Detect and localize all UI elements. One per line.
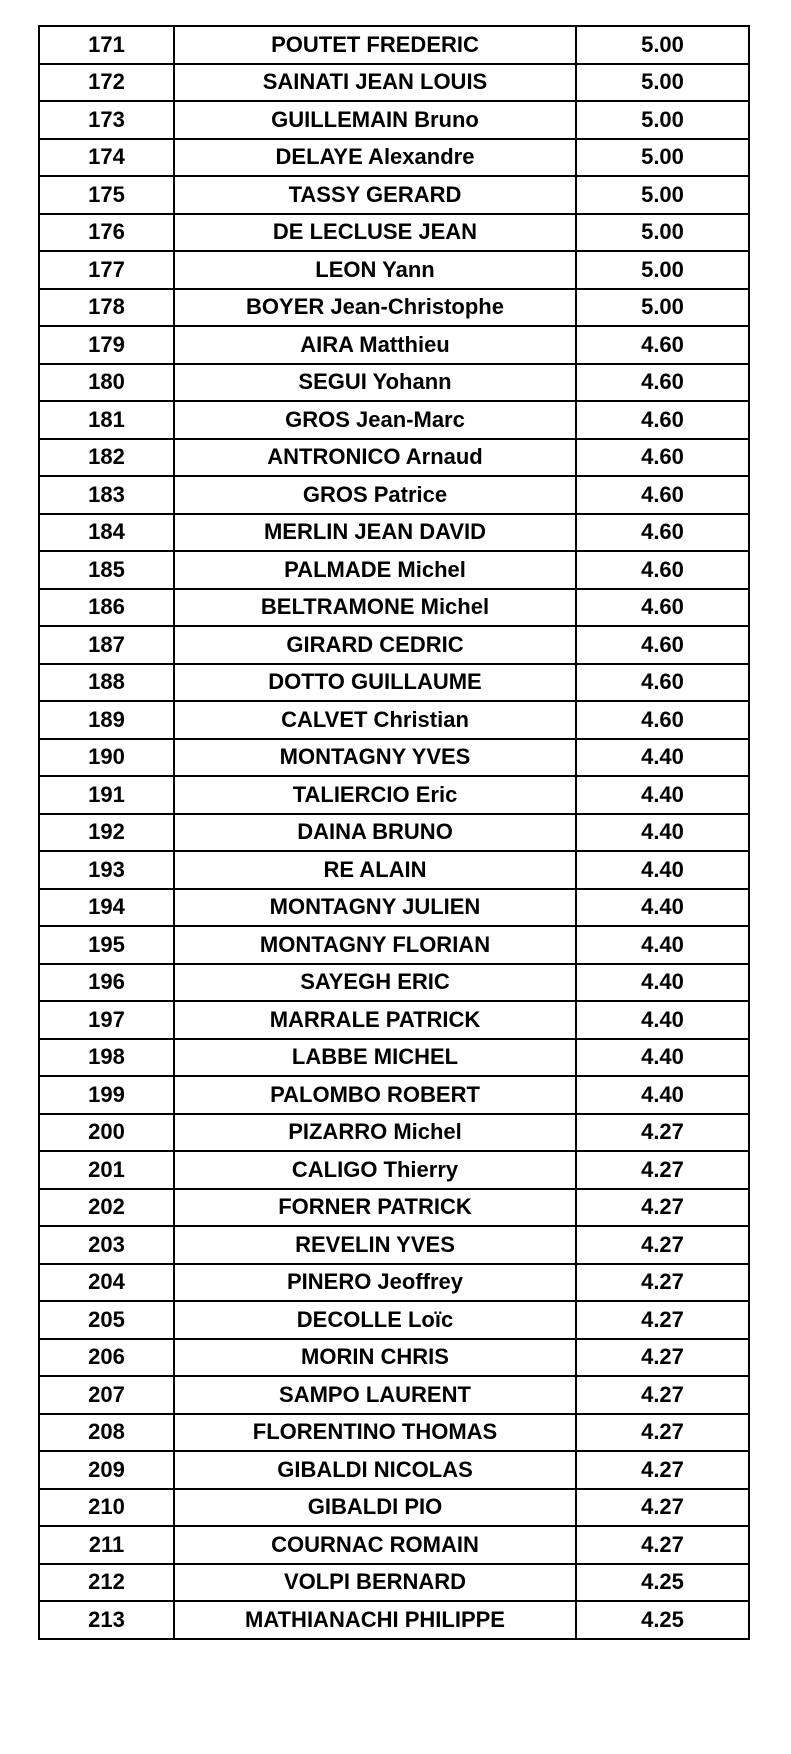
rank-cell: 181 (39, 401, 174, 439)
rank-cell: 197 (39, 1001, 174, 1039)
score-cell: 4.25 (576, 1564, 749, 1602)
name-cell: BELTRAMONE Michel (174, 589, 576, 627)
rank-cell: 188 (39, 664, 174, 702)
score-cell: 4.60 (576, 364, 749, 402)
rank-cell: 208 (39, 1414, 174, 1452)
rank-cell: 206 (39, 1339, 174, 1377)
table-row (39, 1189, 749, 1227)
score-cell: 4.60 (576, 701, 749, 739)
score-cell: 4.27 (576, 1114, 749, 1152)
table-row (39, 626, 749, 664)
ranking-table-body (39, 26, 749, 1639)
rank-cell: 176 (39, 214, 174, 252)
name-cell: MORIN CHRIS (174, 1339, 576, 1377)
score-cell: 4.60 (576, 476, 749, 514)
rank-cell: 194 (39, 889, 174, 927)
rank-cell: 210 (39, 1489, 174, 1527)
name-cell: MONTAGNY JULIEN (174, 889, 576, 927)
table-row (39, 851, 749, 889)
score-cell: 4.40 (576, 814, 749, 852)
name-cell: MONTAGNY FLORIAN (174, 926, 576, 964)
name-cell: PIZARRO Michel (174, 1114, 576, 1152)
score-cell: 5.00 (576, 64, 749, 102)
score-cell: 4.27 (576, 1226, 749, 1264)
ranking-sheet (38, 25, 748, 1640)
name-cell: PALMADE Michel (174, 551, 576, 589)
rank-cell: 191 (39, 776, 174, 814)
name-cell: SAINATI JEAN LOUIS (174, 64, 576, 102)
rank-cell: 199 (39, 1076, 174, 1114)
table-row (39, 401, 749, 439)
table-row (39, 1151, 749, 1189)
rank-cell: 195 (39, 926, 174, 964)
name-cell: TALIERCIO Eric (174, 776, 576, 814)
score-cell: 4.27 (576, 1301, 749, 1339)
score-cell: 4.60 (576, 514, 749, 552)
table-row (39, 64, 749, 102)
score-cell: 4.25 (576, 1601, 749, 1639)
name-cell: DOTTO GUILLAUME (174, 664, 576, 702)
rank-cell: 171 (39, 26, 174, 64)
name-cell: PALOMBO ROBERT (174, 1076, 576, 1114)
rank-cell: 207 (39, 1376, 174, 1414)
table-row (39, 1264, 749, 1302)
table-row (39, 1526, 749, 1564)
score-cell: 4.27 (576, 1451, 749, 1489)
score-cell: 4.27 (576, 1151, 749, 1189)
score-cell: 4.60 (576, 439, 749, 477)
score-cell: 5.00 (576, 176, 749, 214)
name-cell: GIBALDI NICOLAS (174, 1451, 576, 1489)
rank-cell: 183 (39, 476, 174, 514)
rank-cell: 196 (39, 964, 174, 1002)
name-cell: MARRALE PATRICK (174, 1001, 576, 1039)
name-cell: MERLIN JEAN DAVID (174, 514, 576, 552)
table-row (39, 1076, 749, 1114)
score-cell: 4.40 (576, 964, 749, 1002)
score-cell: 4.27 (576, 1264, 749, 1302)
table-row (39, 1114, 749, 1152)
table-row (39, 701, 749, 739)
score-cell: 4.40 (576, 1001, 749, 1039)
score-cell: 4.40 (576, 889, 749, 927)
name-cell: GROS Patrice (174, 476, 576, 514)
rank-cell: 209 (39, 1451, 174, 1489)
table-row (39, 176, 749, 214)
table-row (39, 1601, 749, 1639)
rank-cell: 212 (39, 1564, 174, 1602)
table-row (39, 364, 749, 402)
table-row (39, 139, 749, 177)
name-cell: CALIGO Thierry (174, 1151, 576, 1189)
table-row (39, 664, 749, 702)
table-row (39, 739, 749, 777)
table-row (39, 326, 749, 364)
name-cell: LABBE MICHEL (174, 1039, 576, 1077)
score-cell: 5.00 (576, 26, 749, 64)
name-cell: LEON Yann (174, 251, 576, 289)
score-cell: 4.40 (576, 926, 749, 964)
name-cell: POUTET FREDERIC (174, 26, 576, 64)
table-row (39, 1301, 749, 1339)
table-row (39, 926, 749, 964)
table-row (39, 1564, 749, 1602)
table-row (39, 814, 749, 852)
score-cell: 4.40 (576, 851, 749, 889)
score-cell: 4.27 (576, 1376, 749, 1414)
score-cell: 4.40 (576, 739, 749, 777)
score-cell: 4.60 (576, 551, 749, 589)
name-cell: ANTRONICO Arnaud (174, 439, 576, 477)
score-cell: 4.27 (576, 1414, 749, 1452)
score-cell: 4.60 (576, 589, 749, 627)
name-cell: COURNAC ROMAIN (174, 1526, 576, 1564)
score-cell: 5.00 (576, 101, 749, 139)
rank-cell: 178 (39, 289, 174, 327)
rank-cell: 202 (39, 1189, 174, 1227)
rank-cell: 200 (39, 1114, 174, 1152)
name-cell: DECOLLE Loïc (174, 1301, 576, 1339)
name-cell: SEGUI Yohann (174, 364, 576, 402)
rank-cell: 174 (39, 139, 174, 177)
table-row (39, 514, 749, 552)
table-row (39, 439, 749, 477)
score-cell: 5.00 (576, 251, 749, 289)
rank-cell: 189 (39, 701, 174, 739)
name-cell: VOLPI BERNARD (174, 1564, 576, 1602)
rank-cell: 173 (39, 101, 174, 139)
name-cell: GIRARD CEDRIC (174, 626, 576, 664)
rank-cell: 186 (39, 589, 174, 627)
score-cell: 4.27 (576, 1189, 749, 1227)
name-cell: FORNER PATRICK (174, 1189, 576, 1227)
rank-cell: 203 (39, 1226, 174, 1264)
rank-cell: 177 (39, 251, 174, 289)
table-row (39, 1376, 749, 1414)
rank-cell: 193 (39, 851, 174, 889)
rank-cell: 182 (39, 439, 174, 477)
name-cell: MONTAGNY YVES (174, 739, 576, 777)
name-cell: SAYEGH ERIC (174, 964, 576, 1002)
rank-cell: 201 (39, 1151, 174, 1189)
table-row (39, 214, 749, 252)
rank-cell: 180 (39, 364, 174, 402)
rank-cell: 204 (39, 1264, 174, 1302)
table-row (39, 551, 749, 589)
name-cell: DE LECLUSE JEAN (174, 214, 576, 252)
rank-cell: 192 (39, 814, 174, 852)
score-cell: 4.60 (576, 626, 749, 664)
score-cell: 4.60 (576, 326, 749, 364)
name-cell: AIRA Matthieu (174, 326, 576, 364)
rank-cell: 198 (39, 1039, 174, 1077)
name-cell: TASSY GERARD (174, 176, 576, 214)
name-cell: SAMPO LAURENT (174, 1376, 576, 1414)
table-row (39, 589, 749, 627)
rank-cell: 213 (39, 1601, 174, 1639)
score-cell: 4.40 (576, 776, 749, 814)
rank-cell: 185 (39, 551, 174, 589)
table-row (39, 1039, 749, 1077)
name-cell: MATHIANACHI PHILIPPE (174, 1601, 576, 1639)
rank-cell: 175 (39, 176, 174, 214)
rank-cell: 211 (39, 1526, 174, 1564)
name-cell: BOYER Jean-Christophe (174, 289, 576, 327)
score-cell: 4.27 (576, 1339, 749, 1377)
table-row (39, 289, 749, 327)
table-row (39, 1226, 749, 1264)
table-row (39, 889, 749, 927)
table-row (39, 1001, 749, 1039)
table-row (39, 1451, 749, 1489)
score-cell: 5.00 (576, 214, 749, 252)
table-row (39, 964, 749, 1002)
name-cell: CALVET Christian (174, 701, 576, 739)
score-cell: 4.40 (576, 1039, 749, 1077)
score-cell: 4.27 (576, 1489, 749, 1527)
name-cell: DELAYE Alexandre (174, 139, 576, 177)
table-row (39, 101, 749, 139)
score-cell: 5.00 (576, 139, 749, 177)
table-row (39, 776, 749, 814)
score-cell: 4.40 (576, 1076, 749, 1114)
score-cell: 5.00 (576, 289, 749, 327)
rank-cell: 179 (39, 326, 174, 364)
rank-cell: 205 (39, 1301, 174, 1339)
ranking-table (38, 25, 750, 1640)
score-cell: 4.60 (576, 664, 749, 702)
rank-cell: 190 (39, 739, 174, 777)
name-cell: PINERO Jeoffrey (174, 1264, 576, 1302)
name-cell: GUILLEMAIN Bruno (174, 101, 576, 139)
rank-cell: 187 (39, 626, 174, 664)
table-row (39, 476, 749, 514)
score-cell: 4.27 (576, 1526, 749, 1564)
table-row (39, 1489, 749, 1527)
name-cell: FLORENTINO THOMAS (174, 1414, 576, 1452)
table-row (39, 1414, 749, 1452)
name-cell: RE ALAIN (174, 851, 576, 889)
rank-cell: 184 (39, 514, 174, 552)
table-row (39, 251, 749, 289)
name-cell: GIBALDI PIO (174, 1489, 576, 1527)
name-cell: REVELIN YVES (174, 1226, 576, 1264)
rank-cell: 172 (39, 64, 174, 102)
name-cell: GROS Jean-Marc (174, 401, 576, 439)
score-cell: 4.60 (576, 401, 749, 439)
name-cell: DAINA BRUNO (174, 814, 576, 852)
table-row (39, 26, 749, 64)
table-row (39, 1339, 749, 1377)
